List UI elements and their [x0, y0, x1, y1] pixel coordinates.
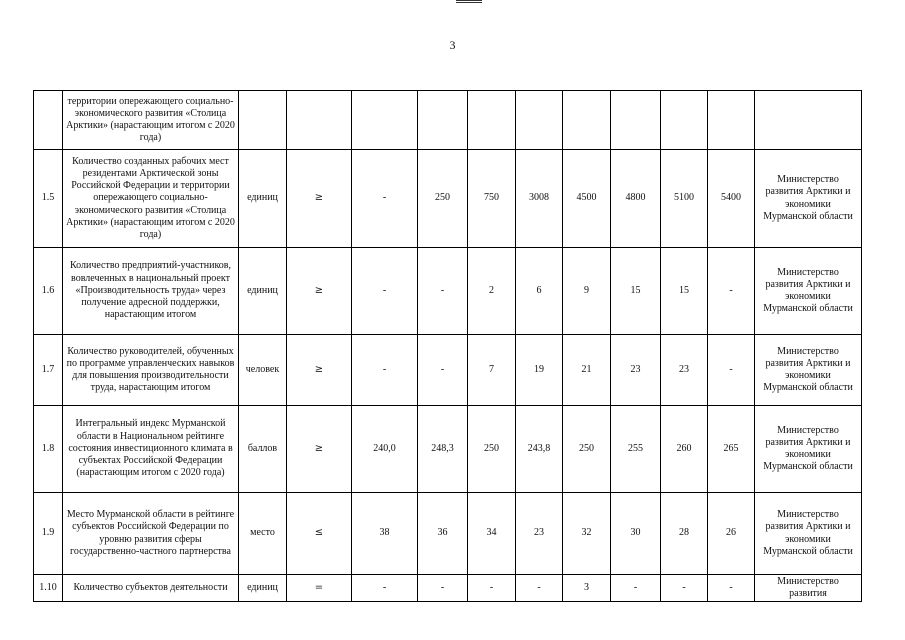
table-row — [34, 335, 862, 406]
value-cell: 240,0 — [352, 406, 418, 493]
value-cell: - — [468, 575, 516, 602]
value-cell: 250 — [563, 406, 611, 493]
row-number-cell: 1.5 — [34, 150, 63, 248]
table-row — [34, 575, 862, 602]
value-cell: 250 — [468, 406, 516, 493]
responsible-cell: Министерство развития Арктики и экономики Мурманской области — [755, 335, 862, 406]
value-cell: 4500 — [563, 150, 611, 248]
value-cell — [661, 91, 708, 150]
value-cell: 23 — [611, 335, 661, 406]
responsible-cell — [755, 91, 862, 150]
value-cell: 30 — [611, 493, 661, 575]
value-cell: - — [708, 248, 755, 335]
direction-cell — [287, 335, 352, 406]
direction-cell — [287, 150, 352, 248]
value-cell: - — [352, 248, 418, 335]
row-number-cell: 1.7 — [34, 335, 63, 406]
value-cell: - — [352, 150, 418, 248]
value-cell: - — [418, 335, 468, 406]
value-cell: 26 — [708, 493, 755, 575]
value-cell — [418, 91, 468, 150]
value-cell: 4800 — [611, 150, 661, 248]
top-margin-mark — [456, 0, 482, 3]
value-cell: 38 — [352, 493, 418, 575]
value-cell: - — [708, 575, 755, 602]
value-cell: - — [352, 575, 418, 602]
row-number-cell: 1.6 — [34, 248, 63, 335]
value-cell: - — [611, 575, 661, 602]
value-cell: 23 — [661, 335, 708, 406]
value-cell: 6 — [516, 248, 563, 335]
value-cell: 750 — [468, 150, 516, 248]
responsible-cell: Министерство развития Арктики и экономики Мурманской области — [755, 493, 862, 575]
indicators-table-body — [34, 91, 862, 602]
responsible-cell: Министерство развития Арктики и экономики Мурманской области — [755, 150, 862, 248]
table-row — [34, 150, 862, 248]
indicator-name-cell: Интегральный индекс Мурманской области в Национальном рейтинге состояния инвестиционного климата в субъектах Российской Федерации (нарастающим итогом с 2020 года) — [63, 406, 239, 493]
value-cell: 23 — [516, 493, 563, 575]
value-cell — [352, 91, 418, 150]
unit-cell: баллов — [239, 406, 287, 493]
direction-cell — [287, 406, 352, 493]
value-cell — [611, 91, 661, 150]
unit-cell: человек — [239, 335, 287, 406]
direction-cell — [287, 248, 352, 335]
value-cell — [708, 91, 755, 150]
value-cell: 5400 — [708, 150, 755, 248]
value-cell: 243,8 — [516, 406, 563, 493]
value-cell — [516, 91, 563, 150]
row-number-cell: 1.10 — [34, 575, 63, 602]
value-cell: 36 — [418, 493, 468, 575]
table-row — [34, 406, 862, 493]
row-number-cell: 1.8 — [34, 406, 63, 493]
value-cell: 265 — [708, 406, 755, 493]
indicator-name-cell: Количество предприятий-участников, вовлеченных в национальный проект «Производительность труда» через получение адресной поддержки, нарастающим итогом — [63, 248, 239, 335]
unit-cell: единиц — [239, 248, 287, 335]
unit-cell — [239, 91, 287, 150]
direction-cell — [287, 91, 352, 150]
indicator-name-cell: Количество руководителей, обученных по программе управленческих навыков для повышения производительности труда, нарастающим итогом — [63, 335, 239, 406]
table-row — [34, 493, 862, 575]
indicator-name-cell: Место Мурманской области в рейтинге субъектов Российской Федерации по уровню развития сферы государственно-частного партнерства — [63, 493, 239, 575]
page-number: 3 — [449, 38, 456, 52]
value-cell: 34 — [468, 493, 516, 575]
unit-cell: место — [239, 493, 287, 575]
value-cell: 2 — [468, 248, 516, 335]
direction-sign-icon: ≥ — [314, 363, 324, 375]
direction-sign-icon: ≥ — [314, 192, 324, 204]
table-row — [34, 91, 862, 150]
value-cell: 28 — [661, 493, 708, 575]
indicator-name-cell: территории опережающего социально-экономического развития «Столица Арктики» (нарастающим итогом с 2020 года) — [63, 91, 239, 150]
value-cell: 7 — [468, 335, 516, 406]
value-cell: - — [516, 575, 563, 602]
value-cell: - — [352, 335, 418, 406]
row-number-cell — [34, 91, 63, 150]
table-row — [34, 248, 862, 335]
value-cell: 3008 — [516, 150, 563, 248]
responsible-cell: Министерство развития Арктики и экономики Мурманской области — [755, 406, 862, 493]
value-cell: 255 — [611, 406, 661, 493]
value-cell: - — [708, 335, 755, 406]
value-cell: - — [661, 575, 708, 602]
value-cell — [468, 91, 516, 150]
row-number-cell: 1.9 — [34, 493, 63, 575]
value-cell: - — [418, 248, 468, 335]
value-cell: 15 — [611, 248, 661, 335]
indicator-name-cell: Количество субъектов деятельности — [63, 575, 239, 602]
value-cell: 21 — [563, 335, 611, 406]
value-cell: 9 — [563, 248, 611, 335]
direction-cell — [287, 493, 352, 575]
indicators-table — [33, 90, 862, 602]
responsible-cell: Министерство развития — [755, 575, 862, 602]
direction-cell — [287, 575, 352, 602]
direction-sign-icon: ≥ — [314, 284, 324, 296]
value-cell: 248,3 — [418, 406, 468, 493]
indicator-name-cell: Количество созданных рабочих мест резидентами Арктической зоны Российской Федерации и территории опережающего социально-экономического развития «Столица Арктики» (нарастающим итогом с 2020 года) — [63, 150, 239, 248]
unit-cell: единиц — [239, 150, 287, 248]
unit-cell: единиц — [239, 575, 287, 602]
value-cell: 32 — [563, 493, 611, 575]
value-cell: 19 — [516, 335, 563, 406]
value-cell: 3 — [563, 575, 611, 602]
direction-sign-icon: = — [314, 582, 324, 594]
responsible-cell: Министерство развития Арктики и экономики Мурманской области — [755, 248, 862, 335]
value-cell: 250 — [418, 150, 468, 248]
value-cell: - — [418, 575, 468, 602]
value-cell: 15 — [661, 248, 708, 335]
direction-sign-icon: ≤ — [314, 527, 324, 539]
value-cell — [563, 91, 611, 150]
direction-sign-icon: ≥ — [314, 442, 324, 454]
value-cell: 5100 — [661, 150, 708, 248]
value-cell: 260 — [661, 406, 708, 493]
